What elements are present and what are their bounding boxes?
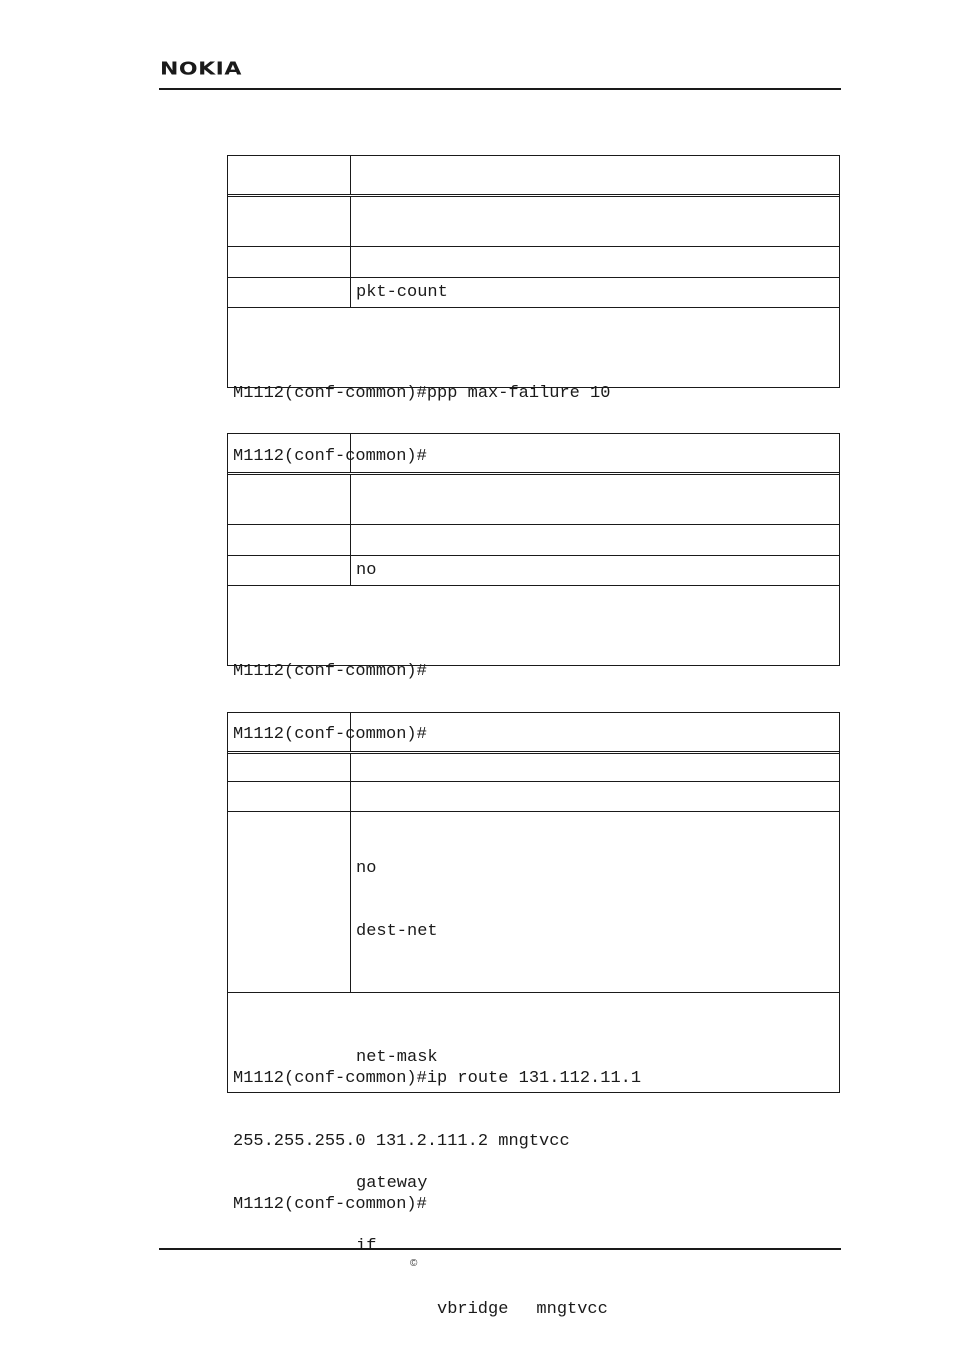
param-no: no — [356, 859, 377, 878]
mode-row — [228, 524, 839, 555]
description-row — [228, 194, 839, 246]
description-row — [228, 751, 839, 781]
copyright-symbol: © — [410, 1258, 418, 1269]
table-header-row — [228, 434, 839, 472]
example-line: M1112(conf-common)# — [233, 725, 427, 744]
table-header-row — [228, 156, 839, 194]
nokia-logo: NOKIA — [160, 59, 242, 80]
parameters-row — [228, 277, 839, 307]
param-gateway: gateway — [356, 1174, 428, 1193]
param-no: no — [356, 561, 377, 580]
table-header-row — [228, 713, 839, 751]
description-row — [228, 472, 839, 524]
param-dest-net: dest-net — [356, 922, 438, 941]
example-row — [228, 585, 839, 744]
param-net-mask: net-mask — [356, 1048, 438, 1067]
command-table-ip-route — [227, 712, 840, 1319]
example-line: 255.255.255.0 131.2.111.2 mngtvcc — [233, 1132, 570, 1151]
parameters-row — [228, 555, 839, 585]
example-line: M1112(conf-common)# — [233, 1195, 427, 1214]
example-line: M1112(conf-common)# — [233, 662, 427, 681]
header-rule — [159, 88, 841, 90]
mode-row — [228, 246, 839, 277]
param-if: if — [356, 1237, 377, 1256]
example-row — [228, 307, 839, 466]
param-mngtvcc: mngtvcc — [536, 1300, 608, 1319]
param-vbridge: vbridge — [437, 1300, 509, 1319]
footer-rule — [159, 1248, 841, 1250]
command-table-ppp-max-failure — [227, 155, 840, 466]
mode-row — [228, 781, 839, 811]
param-pkt-count: pkt-count — [356, 283, 448, 302]
example-line: M1112(conf-common)# — [233, 447, 427, 466]
example-line: M1112(conf-common)#ip route 131.112.11.1 — [233, 1069, 642, 1088]
example-line: M1112(conf-common)#ppp max-failure 10 — [233, 384, 611, 403]
command-table-2 — [227, 433, 840, 744]
